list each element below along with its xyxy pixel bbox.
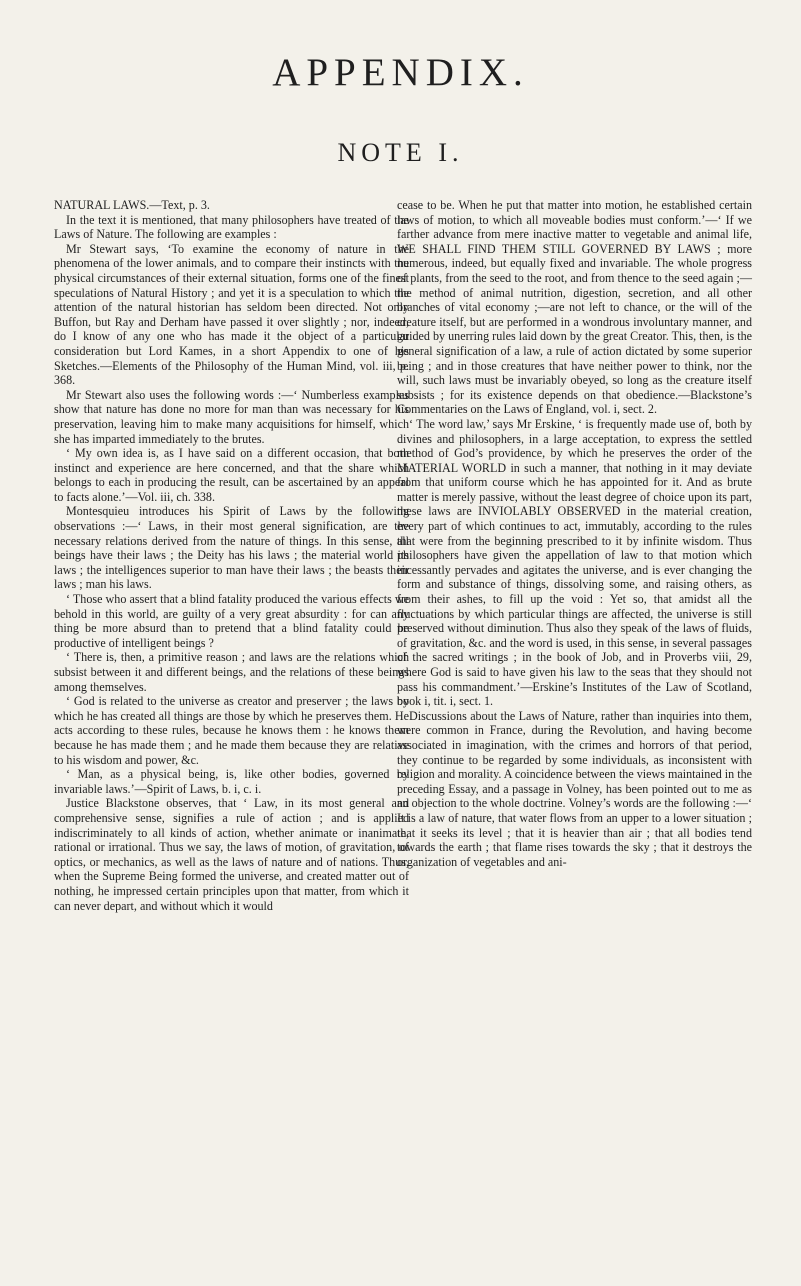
paragraph: Montesquieu introduces his Spirit of Laws by the following observations :—‘ Laws, in their most general signification, are the necessary relations derived from the nature of things. In this sense, all beings have their laws ; the Deity has his laws ; the material world its laws ; the intelligences superior to man have their laws ; the beasts their laws ; man his laws.	[54, 504, 409, 592]
paragraph: ‘ My own idea is, as I have said on a different occasion, that both instinct and experience are here concerned, and that the share which belongs to each in producing the result, can be ascertained by an appeal to facts alone.’—Vol. iii, ch. 338.	[54, 446, 409, 504]
paragraph: ‘ God is related to the universe as creator and preserver ; the laws by which he has created all things are those by which he preserves them. He acts according to these rules, because he knows them : he knows them because he has made them ; and he made them because they are relative to his wisdom and power, &c.	[54, 694, 409, 767]
paragraph: Discussions about the Laws of Nature, rather than inquiries into them, were common in France, during the Revolution, and having become associated in imagination, with the crimes and horrors of that period, they continue to be regarded by some individuals, as inconsistent with religion and morality. A coincidence between the views maintained in the preceding Essay, and a passage in Volney, has been pointed out to me as an objection to the whole doctrine. Volney’s words are the following :—‘ It is a law of nature, that water flows from an upper to a lower situation ; that it seeks its level ; that it is heavier than air ; that all bodies tend towards the earth ; that flame rises towards the sky ; that it destroys the organization of vegetables and ani-	[397, 708, 752, 869]
paragraph: Mr Stewart says, ‘To examine the economy of nature in the phenomena of the lower animals, and to compare their instincts with the physical circumstances of their external situation, forms one of the finest speculations of Natural History ; and yet it is a speculation to which the attention of the natural historian has seldom been directed. Not only Buffon, but Ray and Derham have passed it over slightly ; nor, indeed, do I know of any one who has made it the object of a particular consideration but Lord Kames, in a short Appendix to one of his Sketches.—Elements of the Philosophy of the Human Mind, vol. iii, p. 368.	[54, 241, 409, 388]
paragraph: ‘ There is, then, a primitive reason ; and laws are the relations which subsist between it and different beings, and the relations of these beings among themselves.	[54, 650, 409, 694]
page-title: APPENDIX.	[272, 51, 529, 94]
right-column	[397, 198, 752, 869]
paragraph: ‘ The word law,’ says Mr Erskine, ‘ is frequently made use of, both by divines and philosophers, in a large acceptation, to express the settled method of God’s providence, by which he preserves the order of the MATERIAL WORLD in such a manner, that nothing in it may deviate from that uniform course which he has appointed for it. And as brute matter is merely passive, without the least degree of choice upon its part, these laws are INVIOLABLY OBSERVED in the material creation, every part of which continues to act, immutably, according to the rules that were from the beginning prescribed to it by infinite wisdom. Thus philosophers have given the appellation of law to that motion which incessantly pervades and agitates the universe, and is ever changing the form and substance of things, dissolving some, and raising others, as from their ashes, to fill up the void : Yet so, that amidst all the fluctuations by which particular things are affected, the universe is still preserved without diminution. Thus also they speak of the laws of fluids, of gravitation, &c. and the word is used, in this sense, in several passages of the sacred writings ; in the book of Job, and in Proverbs viii, 29, where God is said to have given his law to the seas that they should not pass his commandment.’—Erskine’s Institutes of the Law of Scotland, book i, tit. i, sect. 1.	[397, 416, 753, 709]
section-heading: NATURAL LAWS.—Text, p. 3.	[54, 198, 210, 212]
paragraph: cease to be. When he put that matter into motion, he established certain laws of motion, to which all moveable bodies must conform.’—‘ If we farther advance from mere inactive matter to vegetable and animal life, WE SHALL FIND THEM STILL GOVERNED BY LAWS ; more numerous, indeed, but equally fixed and invariable. The whole progress of plants, from the seed to the root, and from thence to the seed again ;—the method of animal nutrition, digestion, secretion, and all other branches of vital economy ;—are not left to chance, or the will of the creature itself, but are performed in a wondrous involuntary manner, and guided by unerring rules laid down by the great Creator. This, then, is the general signification of a law, a rule of action dictated by some superior being ; and in those creatures that have neither power to think, nor the will, such laws must be invariably obeyed, so long as the creature itself subsists ; for its existence depends on that obedience.—Blackstone’s Commentaries on the Laws of England, vol. i, sect. 2.	[397, 198, 752, 417]
paragraph: ‘ Those who assert that a blind fatality produced the various effects we behold in this world, are guilty of a very great absurdity : for can any thing be more absurd than to pretend that a blind fatality could be productive of intelligent beings ?	[54, 592, 409, 650]
paragraph: Justice Blackstone observes, that ‘ Law, in its most general and comprehensive sense, signifies a rule of action ; and is applied indiscriminately to all kinds of action, whether animate or inanimate, rational or irrational. Thus we say, the laws of motion, of gravitation, of optics, or mechanics, as well as the laws of nature and of nations. Thus, when the Supreme Being formed the universe, and created matter out of nothing, he impressed certain principles upon that matter, from which it can never depart, and without which it would	[54, 796, 409, 913]
note-heading: NOTE I.	[337, 138, 464, 167]
paragraph: Mr Stewart also uses the following words :—‘ Numberless examples show that nature has done no more for man than was necessary for his preservation, leaving him to make many acquisitions for himself, which she has imparted immediately to the brutes.	[54, 387, 409, 446]
paragraph: In the text it is mentioned, that many philosophers have treated of the Laws of Nature. The following are examples :	[54, 212, 409, 242]
paragraph: ‘ Man, as a physical being, is, like other bodies, governed by invariable laws.’—Spirit of Laws, b. i, c. i.	[54, 767, 409, 796]
left-column	[54, 198, 409, 913]
